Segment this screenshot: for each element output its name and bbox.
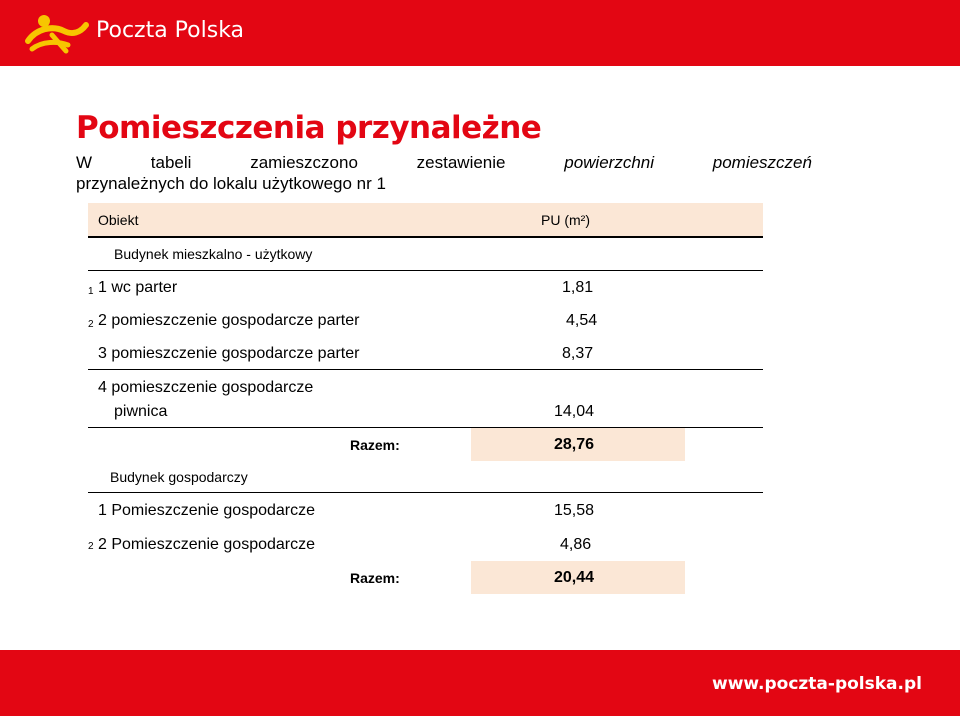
row-name: 2 Pomieszczenie gospodarcze [98,536,316,553]
table-header-row [88,203,763,238]
total-value: 28,76 [554,436,595,453]
row-value: 4,54 [566,312,598,329]
page-title: Pomieszczenia przynależne [76,110,542,146]
header-bar [0,0,960,66]
total-label: Razem: [350,570,400,586]
row-value: 15,58 [554,502,595,519]
intro-line-2: przynależnych do lokalu użytkowego nr 1 [76,174,386,193]
footer-url: www.poczta-polska.pl [712,674,922,694]
row-index: 2 [88,541,94,552]
row-value: 4,86 [560,536,592,553]
intro-word: W [76,153,93,172]
intro-text [76,152,812,194]
section-title: Budynek mieszkalno - użytkowy [114,246,313,262]
table-row [88,493,763,527]
table-row [88,336,763,370]
row-name: 1 wc parter [98,279,178,296]
row-value: 8,37 [562,345,594,362]
row-name: 2 pomieszczenie gospodarcze parter [98,312,360,329]
row-name: 1 Pomieszczenie gospodarcze [98,502,316,519]
post-horn-logo-icon [22,11,92,55]
row-name-line2: piwnica [114,403,168,420]
intro-word: powierzchni [564,153,654,172]
table-row [88,370,763,428]
table-row [88,527,763,561]
section-row [88,461,763,493]
brand-name: Poczta Polska [96,18,245,43]
row-value: 1,81 [562,279,594,296]
intro-word: zamieszczono [250,153,358,172]
row-name-line1: 4 pomieszczenie gospodarcze [98,379,314,396]
intro-word: pomieszczeń [712,153,812,172]
table-row [88,270,763,303]
table-row [88,303,763,336]
section-title: Budynek gospodarczy [110,469,248,485]
total-row [88,428,763,461]
row-index: 2 [88,319,94,330]
footer-bar [0,650,960,716]
intro-word: zestawienie [416,153,506,172]
total-value: 20,44 [554,569,595,586]
section-row [88,238,763,271]
row-name: 3 pomieszczenie gospodarcze parter [98,345,360,362]
total-row [88,561,763,594]
row-value: 14,04 [554,403,595,420]
row-index: 1 [88,286,94,297]
intro-line-1 [76,152,812,173]
total-label: Razem: [350,437,400,453]
column-header-pu: PU (m²) [541,212,590,228]
column-header-obiekt: Obiekt [98,212,139,228]
intro-word: tabeli [150,153,192,172]
